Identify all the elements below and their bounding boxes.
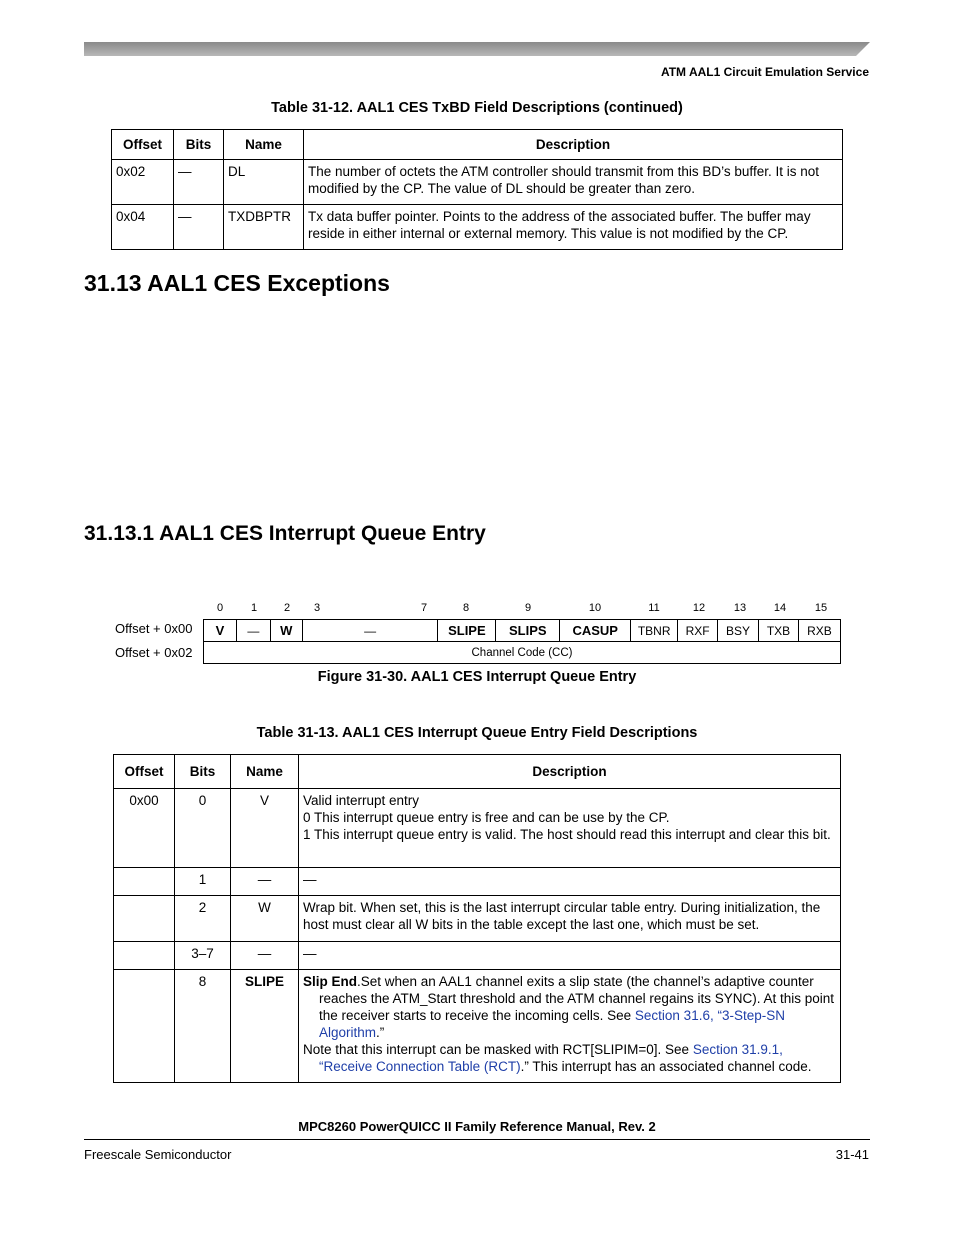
section-link[interactable]: Section 31.9.1, “Receive Connection Table (RCT) — [319, 1042, 783, 1074]
register-row-0x02 — [204, 642, 841, 664]
field-reserved: — — [236, 620, 270, 642]
offset-cell — [114, 970, 175, 1083]
description-paragraph — [303, 973, 836, 1041]
table13-caption: Table 31-13. AAL1 CES Interrupt Queue Entry Field Descriptions — [256, 725, 698, 741]
table-row — [114, 942, 841, 970]
table12-header-row — [112, 130, 843, 160]
description-text: .” This interrupt has an associated channel code. — [520, 1059, 812, 1074]
section-link[interactable]: Section 31.6, “3-Step-SN Algorithm — [319, 1008, 785, 1040]
offset-cell: 0x02 — [112, 160, 174, 205]
footer-company: Freescale Semiconductor — [84, 1147, 232, 1162]
field-slips: SLIPS — [496, 620, 560, 642]
bits-cell: 2 — [175, 896, 231, 942]
bit-number: 15 — [814, 602, 828, 614]
field-v: V — [204, 620, 237, 642]
column-header: Name — [231, 755, 299, 789]
field-reserved: — — [302, 620, 438, 642]
column-header: Bits — [174, 130, 224, 160]
column-header: Name — [224, 130, 304, 160]
field-channel-code: Channel Code (CC) — [204, 642, 841, 664]
offset-cell — [114, 896, 175, 942]
table12 — [111, 129, 843, 250]
bit-number: 7 — [420, 602, 428, 614]
name-cell: — — [231, 868, 299, 896]
bit-number: 11 — [648, 602, 660, 614]
bits-cell: — — [174, 160, 224, 205]
description-paragraph — [303, 1041, 836, 1075]
bit-number: 12 — [692, 602, 706, 614]
field-rxb: RXB — [798, 620, 840, 642]
bits-cell: 1 — [175, 868, 231, 896]
field-tbnr: TBNR — [631, 620, 678, 642]
table-row — [112, 205, 843, 250]
name-cell: DL — [224, 160, 304, 205]
table-row — [114, 896, 841, 942]
description-cell — [299, 970, 841, 1083]
column-header: Bits — [175, 755, 231, 789]
field-txb: TXB — [759, 620, 799, 642]
bit-number: 0 — [216, 602, 224, 614]
offset-cell — [114, 868, 175, 896]
register-row-label: Offset + 0x00 — [115, 621, 193, 636]
field-slipe: SLIPE — [438, 620, 496, 642]
bit-number: 1 — [250, 602, 258, 614]
description-cell: — — [299, 868, 841, 896]
description-cell: — — [299, 942, 841, 970]
table-row — [112, 160, 843, 205]
bits-cell: — — [174, 205, 224, 250]
footer-rule — [84, 1139, 870, 1140]
description-line: Valid interrupt entry — [303, 793, 420, 808]
description-cell — [299, 789, 841, 868]
running-title: ATM AAL1 Circuit Emulation Service — [660, 65, 869, 79]
field-casup: CASUP — [560, 620, 631, 642]
name-cell: V — [231, 789, 299, 868]
field-bsy: BSY — [718, 620, 759, 642]
subsection-heading: 31.13.1 AAL1 CES Interrupt Queue Entry — [84, 522, 486, 545]
description-cell: The number of octets the ATM controller should transmit from this BD’s buffer. It is not modified by the CP. The value of DL should be greater than zero. — [304, 160, 843, 205]
register-row-0x00 — [204, 620, 841, 642]
table-row — [114, 789, 841, 868]
footer-title: MPC8260 PowerQUICC II Family Reference Manual, Rev. 2 — [298, 1119, 656, 1134]
description-cell: Tx data buffer pointer. Points to the address of the associated buffer. The buffer may reside in either internal or external memory. This value is not modified by the CP. — [304, 205, 843, 250]
offset-cell: 0x00 — [114, 789, 175, 868]
offset-cell — [114, 942, 175, 970]
bit-number: 13 — [733, 602, 747, 614]
table13 — [113, 754, 841, 1083]
table13-header-row — [114, 755, 841, 789]
table-row — [114, 868, 841, 896]
description-text: Note that this interrupt can be masked with RCT[SLIPIM=0]. See — [303, 1042, 693, 1057]
field-w: W — [270, 620, 302, 642]
name-cell: TXDBPTR — [224, 205, 304, 250]
table-row — [114, 970, 841, 1083]
bit-number: 9 — [524, 602, 532, 614]
bits-cell: 0 — [175, 789, 231, 868]
column-header: Description — [299, 755, 841, 789]
field-name-bold: Slip End — [303, 974, 357, 989]
name-cell: — — [231, 942, 299, 970]
register-diagram — [203, 619, 841, 664]
description-text: .Set when an AAL1 channel exits a slip state (the channel’s adaptive counter reaches the ATM_Start threshold and the ATM channel regains its SYNC). At this point the receiver starts to receive the incoming cells. See — [319, 974, 835, 1023]
bits-cell: 3–7 — [175, 942, 231, 970]
name-cell: SLIPE — [231, 970, 299, 1083]
name-cell: W — [231, 896, 299, 942]
bit-number: 8 — [462, 602, 470, 614]
page-number: 31-41 — [835, 1147, 869, 1162]
bits-cell: 8 — [175, 970, 231, 1083]
column-header: Offset — [114, 755, 175, 789]
description-line: 1 This interrupt queue entry is valid. The host should read this interrupt and clear this bit. — [303, 827, 831, 842]
bit-number: 14 — [773, 602, 787, 614]
bit-number: 10 — [588, 602, 602, 614]
figure-caption: Figure 31-30. AAL1 CES Interrupt Queue Entry — [317, 669, 637, 685]
offset-cell: 0x04 — [112, 205, 174, 250]
bit-number: 2 — [283, 602, 291, 614]
table12-caption: Table 31-12. AAL1 CES TxBD Field Descriptions (continued) — [271, 100, 683, 116]
field-rxf: RXF — [678, 620, 718, 642]
header-band — [84, 42, 870, 56]
description-line: 0 This interrupt queue entry is free and can be use by the CP. — [303, 810, 670, 825]
section-heading: 31.13 AAL1 CES Exceptions — [84, 270, 390, 296]
description-cell: Wrap bit. When set, this is the last interrupt circular table entry. During initialization, the host must clear all W bits in the table except the last one, which must be set. — [299, 896, 841, 942]
register-row-label: Offset + 0x02 — [115, 645, 193, 660]
column-header: Description — [304, 130, 843, 160]
description-text: .” — [376, 1025, 385, 1040]
column-header: Offset — [112, 130, 174, 160]
bit-number: 3 — [313, 602, 321, 614]
